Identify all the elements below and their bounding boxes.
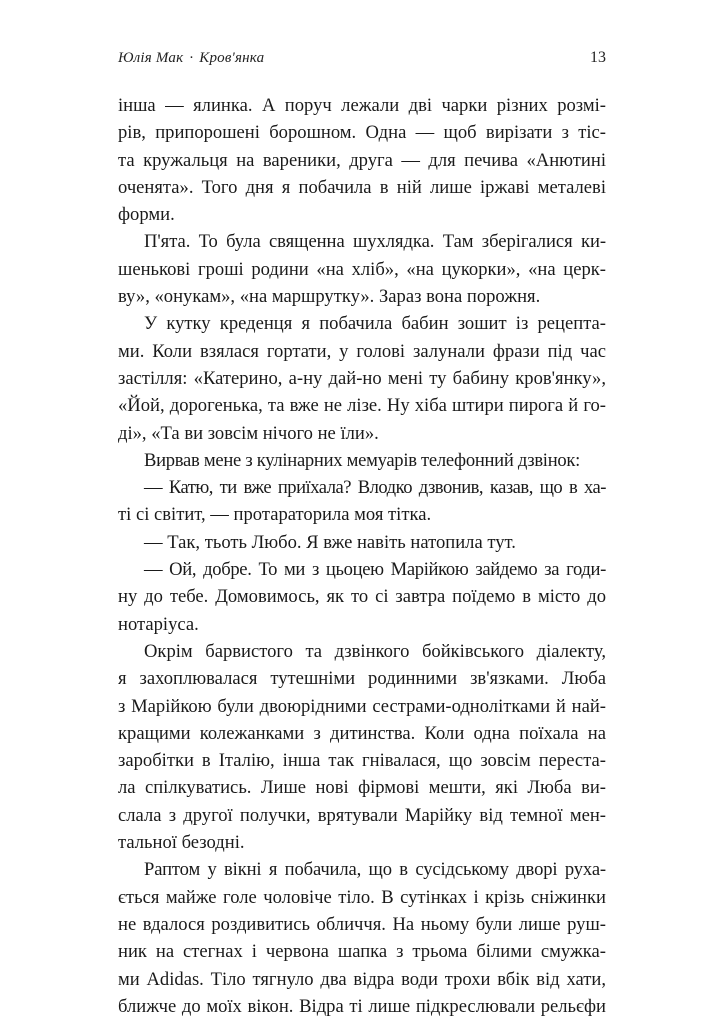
text-line: П'ята. То була священна шухлядка. Там зберігалися ки-: [144, 231, 606, 253]
text-line: та кружальця на вареники, друга — для печива «Анютині: [118, 149, 606, 171]
text-line: ється майже голе чоловіче тіло. В сутінках і крізь сніжинки: [118, 886, 606, 908]
text-line: шенькові гроші родини «на хліб», «на цукорки», «на церк-: [118, 258, 606, 280]
text-line: ла спілкуватись. Лише нові фірмові мешти, які Люба ви-: [118, 777, 606, 799]
text-line: з Марійкою були двоюрідними сестрами-однолітками й най-: [118, 695, 606, 717]
header-separator: ·: [189, 50, 194, 66]
paragraph: [118, 228, 606, 310]
text-line: нотаріуса.: [118, 613, 199, 635]
text-line: — Так, тьоть Любо. Я вже навіть натопила тут.: [144, 531, 516, 553]
paragraph: [118, 856, 606, 1020]
paragraph: [118, 529, 606, 556]
book-title: Кров'янка: [199, 50, 265, 66]
paragraph: [118, 92, 606, 228]
text-line: Раптом у вікні я побачила, що в сусідському дворі руха-: [144, 859, 606, 881]
text-line: «Йой, дорогенька, та вже не лізе. Ну хіба штири пирога й го-: [118, 395, 606, 417]
author-name: Юлія Мак: [118, 50, 184, 66]
text-line: У кутку креденця я побачила бабин зошит із рецепта-: [144, 313, 606, 335]
running-head: [118, 50, 264, 67]
text-line: — Ой, добре. То ми з цьоцею Марійкою зайдемо за годи-: [144, 559, 606, 581]
text-line: ник на стегнах і червона шапка з трьома білими смужка-: [118, 941, 606, 963]
text-line: ми Adidas. Тіло тягнуло два відра води трохи вбік від хати,: [118, 968, 606, 990]
text-line: рів, припорошені борошном. Одна — щоб вирізати з тіс-: [118, 122, 606, 144]
text-line: форми.: [118, 204, 175, 226]
text-line: інша — ялинка. А поруч лежали дві чарки різних розмі-: [118, 95, 606, 116]
paragraph: [118, 310, 606, 446]
text-line: кращими колежанками з дитинства. Коли одна поїхала на: [118, 722, 606, 744]
text-line: не вдалося роздивитись обличчя. На ньому були лише руш-: [118, 913, 606, 935]
text-line: — Катю, ти вже приїхала? Влодко дзвонив, казав, що в ха-: [144, 477, 606, 499]
page-number: 13: [590, 49, 606, 66]
text-line: ді», «Та ви зовсім нічого не їли».: [118, 422, 379, 444]
text-line: заробітки в Італію, інша так гнівалася, що зовсім переста-: [118, 750, 606, 772]
text-line: слала з другої получки, врятували Марійку від темної мен-: [118, 804, 606, 826]
text-line: оченята». Того дня я побачила в ній лише іржаві металеві: [118, 176, 606, 198]
body-text: [118, 92, 606, 1020]
text-line: ближче до моїх вікон. Відра ті лише підкреслювали рельєфи: [118, 995, 606, 1017]
text-line: Окрім барвистого та дзвінкого бойківського діалекту,: [144, 640, 606, 662]
text-line: Вирвав мене з кулінарних мемуарів телефонний дзвінок:: [144, 449, 580, 471]
text-line: ву», «онукам», «на маршрутку». Зараз вона порожня.: [118, 286, 541, 308]
text-line: ті сі світит, — протараторила моя тітка.: [118, 504, 432, 526]
text-line: ми. Коли взялася гортати, у голові залунали фрази під час: [118, 340, 606, 362]
paragraph: [118, 556, 606, 638]
paragraph: [118, 474, 606, 529]
paragraph: [118, 447, 606, 474]
text-line: я захоплювалася тутешніми родинними зв'язками. Люба: [118, 668, 606, 690]
paragraph: [118, 638, 606, 856]
text-line: тальної безодні.: [118, 832, 245, 854]
text-line: застілля: «Катерино, а-ну дай-но мені ту бабину кров'янку»,: [118, 367, 606, 389]
text-line: ну до тебе. Домовимось, як то сі завтра поїдемо в місто до: [118, 586, 606, 608]
